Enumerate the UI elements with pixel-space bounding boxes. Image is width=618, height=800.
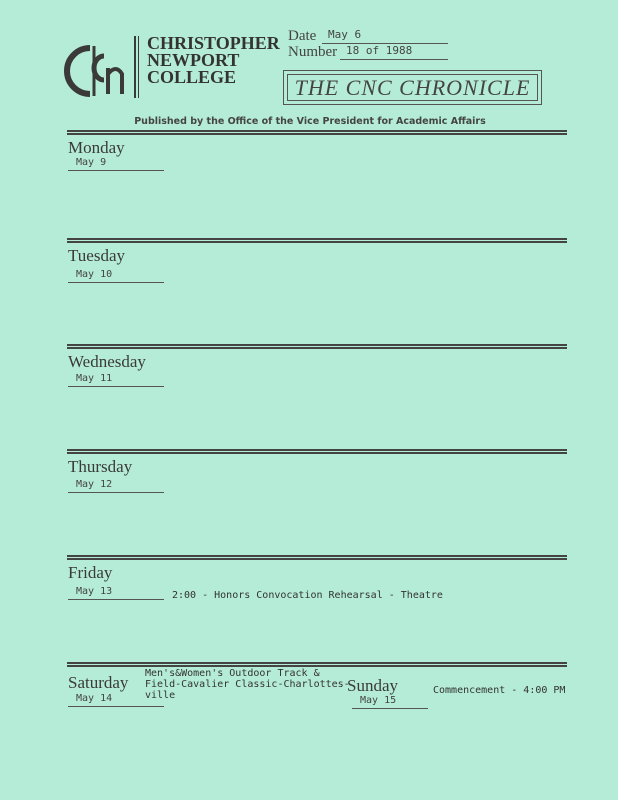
event-friday: 2:00 - Honors Convocation Rehearsal - Theatre	[172, 590, 443, 601]
date-friday: May 13	[68, 586, 164, 600]
day-sunday: Sunday	[347, 676, 398, 695]
logo-divider	[134, 36, 136, 98]
date-thursday: May 12	[68, 479, 164, 493]
date-monday: May 9	[68, 157, 164, 171]
day-wednesday: Wednesday	[68, 352, 146, 371]
masthead-title: THE CNC CHRONICLE	[287, 74, 538, 101]
masthead-box	[283, 70, 542, 105]
section-divider	[67, 555, 567, 560]
published-by: Published by the Office of the Vice President for Academic Affairs	[134, 116, 486, 127]
event-saturday: Men's&Women's Outdoor Track & Field-Cavalier Classic-Charlottes- ville	[145, 668, 350, 701]
number-value: 18 of 1988	[340, 44, 448, 60]
date-label: Date	[288, 28, 317, 44]
event-sunday: Commencement - 4:00 PM	[433, 685, 566, 696]
day-saturday: Saturday	[68, 673, 129, 692]
section-divider	[67, 238, 567, 243]
date-saturday: May 14	[68, 693, 164, 707]
logo-divider	[138, 36, 139, 98]
date-tuesday: May 10	[68, 269, 164, 283]
section-divider	[67, 662, 567, 667]
day-tuesday: Tuesday	[68, 246, 125, 265]
date-value: May 6	[322, 28, 448, 44]
section-divider	[67, 344, 567, 349]
section-divider	[67, 130, 567, 135]
college-logo	[60, 40, 130, 102]
section-divider	[67, 449, 567, 454]
college-name: CHRISTOPHER NEWPORT COLLEGE	[147, 33, 280, 87]
date-sunday: May 15	[352, 695, 428, 709]
number-label: Number	[288, 44, 338, 60]
day-monday: Monday	[68, 138, 125, 157]
day-thursday: Thursday	[68, 457, 133, 476]
day-friday: Friday	[68, 563, 113, 582]
date-wednesday: May 11	[68, 373, 164, 387]
